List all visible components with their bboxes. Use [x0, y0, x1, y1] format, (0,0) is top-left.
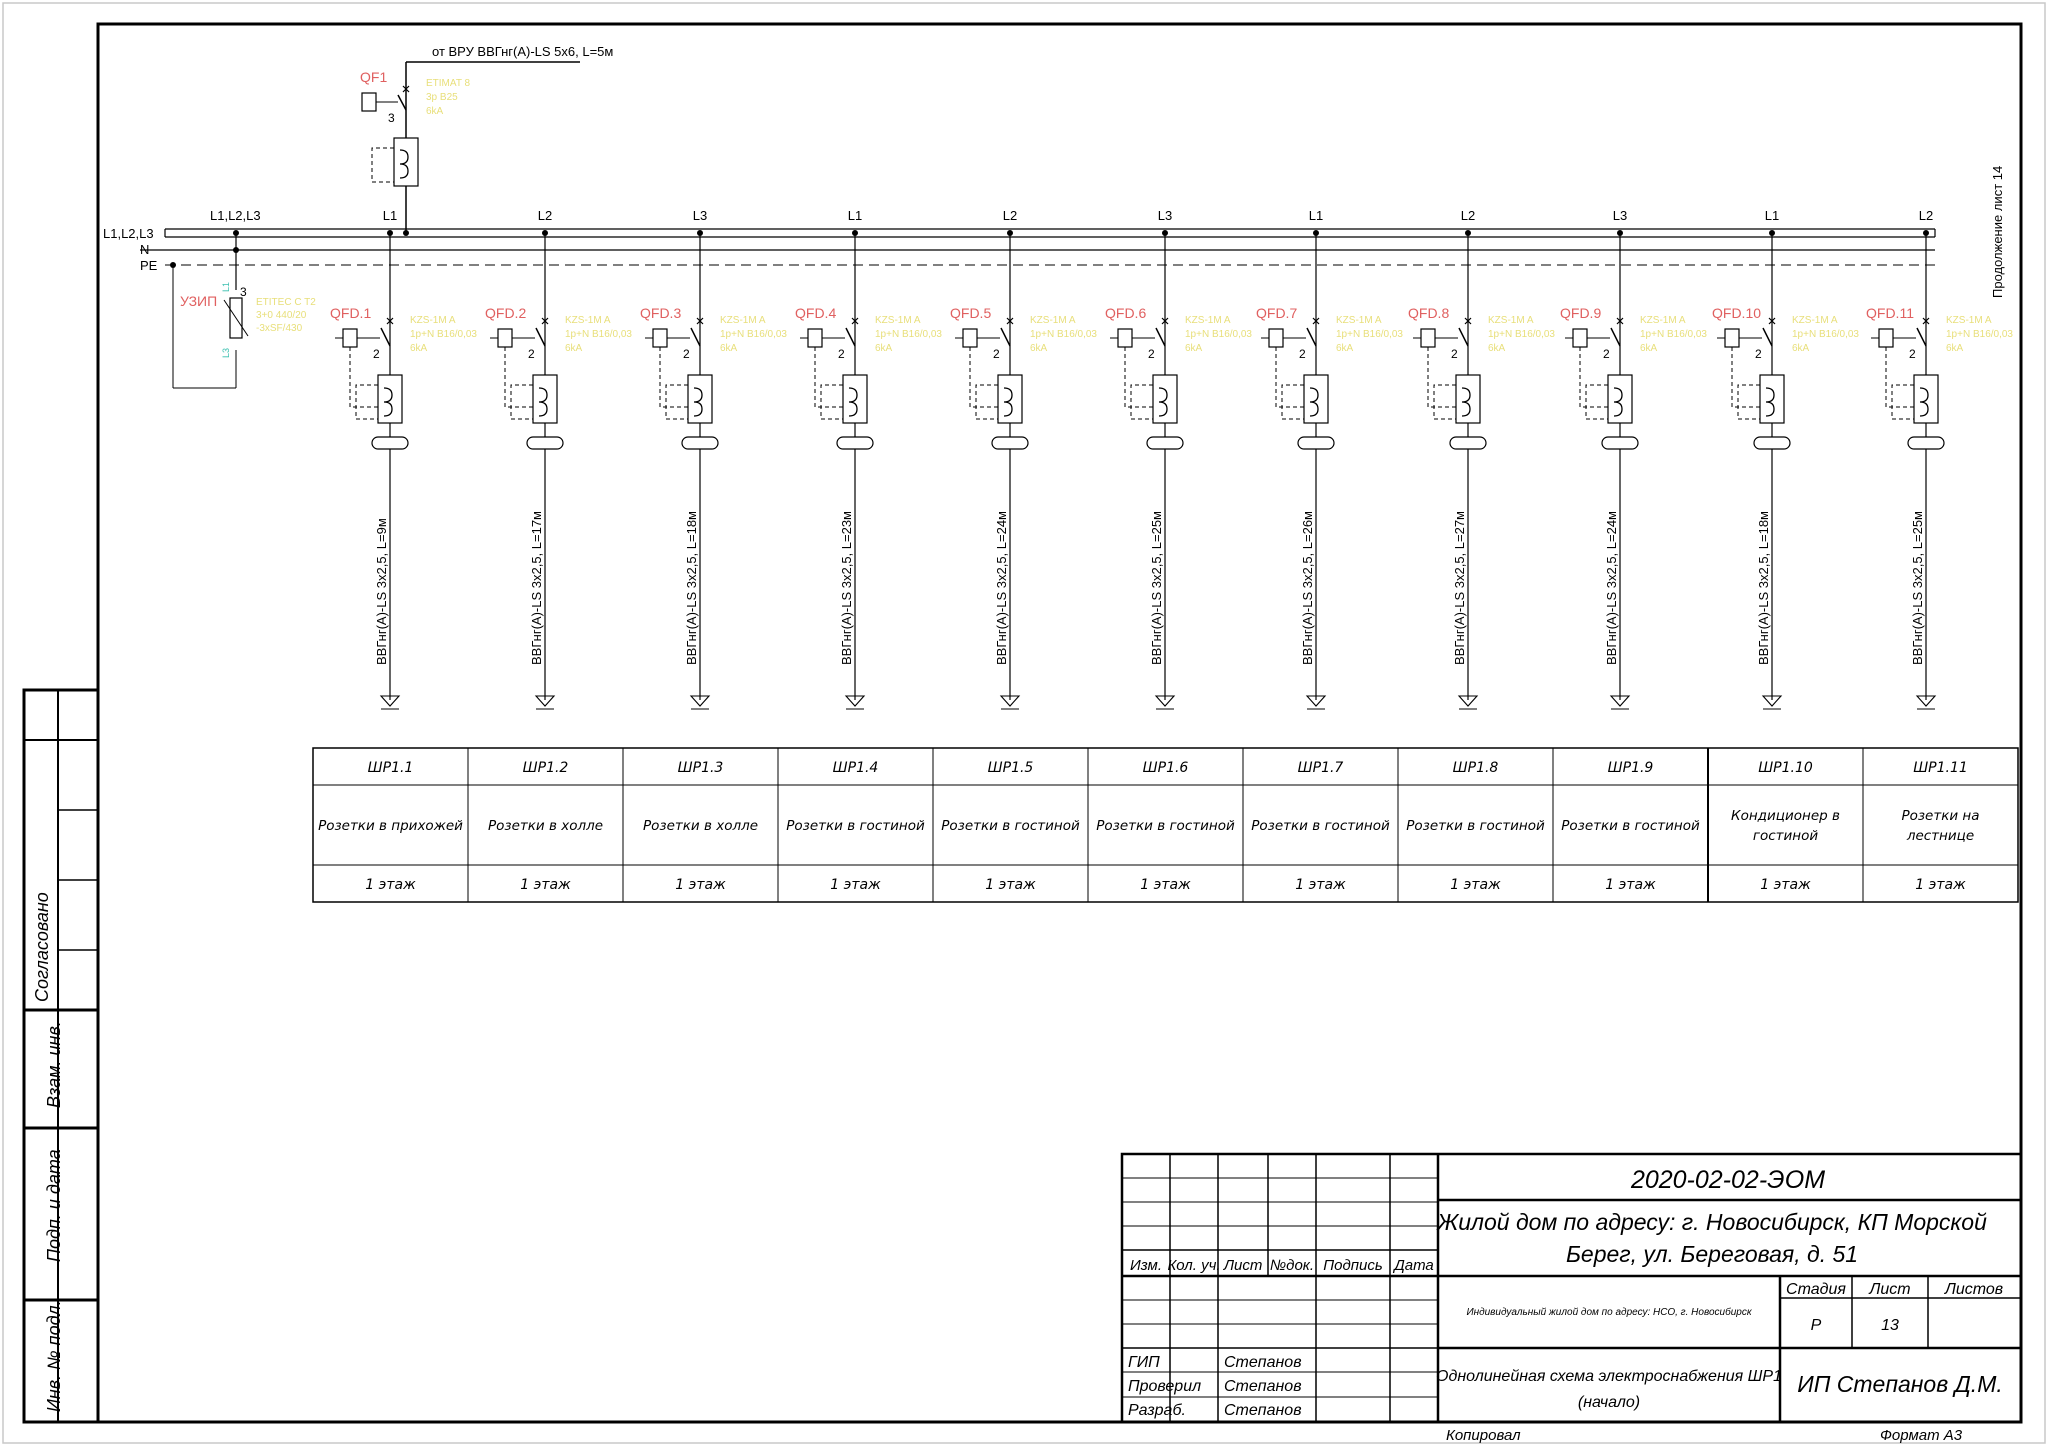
role-2: Проверил	[1128, 1378, 1202, 1395]
rcd-block	[688, 375, 712, 423]
breaker-spec: 6kA	[1336, 343, 1354, 354]
table-consumer: Кондиционер в	[1731, 808, 1840, 824]
breaker-label: QFD.5	[950, 305, 992, 321]
sheet-title-1: Однолинейная схема электроснабжения ШР1	[1436, 1368, 1782, 1385]
surge-poles: 3	[240, 285, 247, 299]
rcd-sensor	[992, 437, 1028, 449]
breaker-poles: 2	[1909, 347, 1916, 361]
table-group: ШР1.10	[1758, 760, 1813, 776]
rcd-block	[1456, 375, 1480, 423]
table-group: ШР1.7	[1297, 760, 1344, 776]
breaker-poles: 2	[1603, 347, 1610, 361]
table-group: ШР1.4	[832, 760, 879, 776]
rcd-block	[1304, 375, 1328, 423]
breaker-spec: KZS-1M A	[875, 315, 921, 326]
table-group: ШР1.11	[1913, 760, 1968, 776]
breaker-spec: 1p+N B16/0,03	[1946, 329, 2013, 340]
table-group: ШР1.6	[1142, 760, 1189, 776]
role-3-name: Степанов	[1224, 1402, 1302, 1419]
table-group: ШР1.1	[367, 760, 414, 776]
table-consumer: Розетки в гостиной	[1096, 818, 1235, 834]
breaker-spec: KZS-1M A	[565, 315, 611, 326]
bus-phase-label: L1,L2,L3	[103, 226, 154, 241]
circuit-phase: L2	[537, 208, 553, 223]
breaker-body	[498, 329, 512, 347]
rcd-block	[378, 375, 402, 423]
breaker-spec: 1p+N B16/0,03	[1185, 329, 1252, 340]
circuit-phase: L1	[1308, 208, 1324, 223]
table-floor: 1 этаж	[830, 877, 881, 893]
rcd-block	[998, 375, 1022, 423]
breaker-body	[653, 329, 667, 347]
table-floor: 1 этаж	[1295, 877, 1346, 893]
breaker-body	[1269, 329, 1283, 347]
sheet-title-2: (начало)	[1577, 1394, 1641, 1411]
cable-label: ВВГнг(А)-LS 3x2,5, L=27м	[1452, 511, 1467, 665]
stamp-inv-replace: Взам. инв.	[44, 1021, 64, 1108]
role-1-name: Степанов	[1224, 1354, 1302, 1371]
rcd-block	[1760, 375, 1784, 423]
cable-label: ВВГнг(А)-LS 3x2,5, L=9м	[374, 518, 389, 665]
breaker-label: QFD.2	[485, 305, 527, 321]
table-consumer: гостиной	[1752, 828, 1819, 844]
breaker-body	[1421, 329, 1435, 347]
table-consumer: Розетки на	[1901, 808, 1980, 824]
qf1-spec-2: 3р В25	[426, 92, 458, 103]
breaker-body	[1725, 329, 1739, 347]
table-group: ШР1.8	[1452, 760, 1499, 776]
table-floor: 1 этаж	[1450, 877, 1501, 893]
cable-label: ВВГнг(А)-LS 3x2,5, L=18м	[1756, 511, 1771, 665]
rcd-sensor	[372, 437, 408, 449]
breaker-body	[1879, 329, 1893, 347]
breaker-poles: 2	[528, 347, 535, 361]
table-group: ШР1.9	[1607, 760, 1654, 776]
table-consumer: Розетки в гостиной	[1251, 818, 1390, 834]
breaker-poles: 2	[683, 347, 690, 361]
circuit-phase: L1	[847, 208, 863, 223]
breaker-spec: KZS-1M A	[1030, 315, 1076, 326]
table-group: ШР1.2	[522, 760, 569, 776]
breaker-spec: 1p+N B16/0,03	[410, 329, 477, 340]
header-kol: Кол. уч.	[1167, 1257, 1221, 1274]
table-floor: 1 этаж	[520, 877, 571, 893]
header-izm: Изм.	[1130, 1257, 1162, 1274]
table-floor: 1 этаж	[1760, 877, 1811, 893]
circuit-phase: L3	[1157, 208, 1173, 223]
breaker-spec: 6kA	[1488, 343, 1506, 354]
cable-label: ВВГнг(А)-LS 3x2,5, L=23м	[839, 511, 854, 665]
breaker-label: QFD.7	[1256, 305, 1298, 321]
stage-label: Стадия	[1786, 1281, 1846, 1298]
description: Индивидуальный жилой дом по адресу: НСО, г. Новосибирск	[1466, 1307, 1752, 1318]
surge-name: УЗИП	[180, 293, 218, 309]
table-consumer: Розетки в холле	[487, 818, 604, 834]
circuit-phase: L3	[692, 208, 708, 223]
cable-label: ВВГнг(А)-LS 3x2,5, L=24м	[994, 511, 1009, 665]
breaker-poles: 2	[373, 347, 380, 361]
cable-label: ВВГнг(А)-LS 3x2,5, L=24м	[1604, 511, 1619, 665]
surge-side-bottom: L3	[221, 347, 231, 358]
surge-spec-1: ETITEC C T2	[256, 297, 316, 308]
breaker-spec: 6kA	[875, 343, 893, 354]
rcd-block	[843, 375, 867, 423]
cable-label: ВВГнг(А)-LS 3x2,5, L=26м	[1300, 511, 1315, 665]
breaker-body	[963, 329, 977, 347]
breaker-spec: 1p+N B16/0,03	[875, 329, 942, 340]
breaker-spec: 1p+N B16/0,03	[720, 329, 787, 340]
breaker-spec: 6kA	[1185, 343, 1203, 354]
surge-spec-2: 3+0 440/20	[256, 310, 307, 321]
doc-code: 2020-02-02-ЭОМ	[1630, 1166, 1826, 1194]
table-consumer: Розетки в гостиной	[786, 818, 925, 834]
breaker-spec: 1p+N B16/0,03	[1030, 329, 1097, 340]
rcd-block	[1608, 375, 1632, 423]
breaker-spec: 6kA	[1030, 343, 1048, 354]
table-consumer: Розетки в гостиной	[1406, 818, 1545, 834]
breaker-spec: 6kA	[1792, 343, 1810, 354]
table-consumer: Розетки в гостиной	[1561, 818, 1700, 834]
breaker-spec: KZS-1M A	[1946, 315, 1992, 326]
sheet-label: Лист	[1869, 1281, 1911, 1298]
rcd-sensor	[1908, 437, 1944, 449]
qf1-label: QF1	[360, 69, 388, 85]
table-consumer: Розетки в прихожей	[318, 818, 463, 834]
breaker-body	[808, 329, 822, 347]
rcd-sensor	[1754, 437, 1790, 449]
breaker-label: QFD.11	[1866, 305, 1914, 321]
qf1-spec-3: 6kA	[426, 106, 444, 117]
rcd-block	[1914, 375, 1938, 423]
rcd-sensor	[1298, 437, 1334, 449]
breaker-spec: 1p+N B16/0,03	[565, 329, 632, 340]
cable-label: ВВГнг(А)-LS 3x2,5, L=25м	[1149, 511, 1164, 665]
breaker-spec: 6kA	[1640, 343, 1658, 354]
qf1-spec-1: ETIMAT 8	[426, 78, 471, 89]
breaker-poles: 2	[1451, 347, 1458, 361]
bus-continuation: Продолжение лист 14	[1990, 165, 2005, 298]
breaker-spec: 6kA	[1946, 343, 1964, 354]
breaker-spec: KZS-1M A	[1336, 315, 1382, 326]
header-doc: №док.	[1269, 1257, 1315, 1274]
cable-label: ВВГнг(А)-LS 3x2,5, L=17м	[529, 511, 544, 665]
circuit-phase: L1	[1764, 208, 1780, 223]
breaker-label: QFD.4	[795, 305, 837, 321]
table-group: ШР1.3	[677, 760, 724, 776]
object-line-2: Берег, ул. Береговая, д. 51	[1565, 1241, 1859, 1267]
header-sign: Подпись	[1323, 1257, 1383, 1274]
breaker-label: QFD.10	[1712, 305, 1762, 321]
header-date: Дата	[1394, 1257, 1434, 1274]
format-label: Формат А3	[1880, 1427, 1963, 1444]
breaker-poles: 2	[838, 347, 845, 361]
bus-pe-label: PE	[140, 258, 158, 273]
rcd-block	[533, 375, 557, 423]
breaker-label: QFD.6	[1105, 305, 1147, 321]
table-floor: 1 этаж	[1915, 877, 1966, 893]
breaker-spec: KZS-1M A	[720, 315, 766, 326]
breaker-poles: 2	[1755, 347, 1762, 361]
rcd-block	[1153, 375, 1177, 423]
stage-value: Р	[1810, 1317, 1822, 1334]
breaker-spec: 6kA	[565, 343, 583, 354]
breaker-label: QFD.8	[1408, 305, 1450, 321]
company: ИП Степанов Д.М.	[1797, 1371, 2003, 1397]
breaker-spec: 1p+N B16/0,03	[1488, 329, 1555, 340]
table-floor: 1 этаж	[1605, 877, 1656, 893]
breaker-label: QFD.9	[1560, 305, 1602, 321]
copied-label: Копировал	[1446, 1427, 1521, 1444]
rcd-sensor	[1450, 437, 1486, 449]
table-floor: 1 этаж	[675, 877, 726, 893]
rcd-sensor	[1602, 437, 1638, 449]
breaker-spec: 1p+N B16/0,03	[1336, 329, 1403, 340]
sheets-label: Листов	[1944, 1281, 2004, 1298]
breaker-spec: 6kA	[410, 343, 428, 354]
table-floor: 1 этаж	[1140, 877, 1191, 893]
circuit-phase: L2	[1918, 208, 1934, 223]
rcd-sensor	[527, 437, 563, 449]
sheet-value: 13	[1881, 1317, 1899, 1334]
table-consumer: Розетки в гостиной	[941, 818, 1080, 834]
rcd-sensor	[837, 437, 873, 449]
breaker-body	[1118, 329, 1132, 347]
bus-neutral-label: N	[140, 242, 150, 257]
breaker-label: QFD.1	[330, 305, 372, 321]
table-consumer: лестнице	[1906, 828, 1975, 844]
breaker-body	[343, 329, 357, 347]
stamp-sign-date: Подп. и дата	[44, 1149, 64, 1262]
feeder-label: от ВРУ ВВГнг(А)-LS 5х6, L=5м	[432, 44, 614, 59]
circuit-phase: L1	[382, 208, 398, 223]
breaker-spec: KZS-1M A	[1640, 315, 1686, 326]
role-2-name: Степанов	[1224, 1378, 1302, 1395]
circuit-phase: L3	[1612, 208, 1628, 223]
breaker-poles: 2	[1148, 347, 1155, 361]
table-floor: 1 этаж	[365, 877, 416, 893]
cable-label: ВВГнг(А)-LS 3x2,5, L=18м	[684, 511, 699, 665]
header-list: Лист	[1223, 1257, 1263, 1274]
object-line-1: Жилой дом по адресу: г. Новосибирск, КП Морской	[1437, 1209, 1987, 1235]
table-consumer: Розетки в холле	[642, 818, 759, 834]
breaker-spec: 1p+N B16/0,03	[1640, 329, 1707, 340]
bus-group-label: L1,L2,L3	[210, 208, 261, 223]
surge-side-top: L1	[221, 281, 231, 292]
table-group: ШР1.5	[987, 760, 1034, 776]
qf1-poles: 3	[388, 111, 395, 125]
breaker-spec: KZS-1M A	[1792, 315, 1838, 326]
cable-label: ВВГнг(А)-LS 3x2,5, L=25м	[1910, 511, 1925, 665]
breaker-poles: 2	[1299, 347, 1306, 361]
circuit-phase: L2	[1002, 208, 1018, 223]
breaker-poles: 2	[993, 347, 1000, 361]
stamp-agreed: Согласовано	[32, 892, 52, 1002]
rcd-sensor	[682, 437, 718, 449]
circuit-phase: L2	[1460, 208, 1476, 223]
breaker-label: QFD.3	[640, 305, 682, 321]
stamp-inv-orig: Инв. № подл.	[44, 1300, 64, 1412]
breaker-spec: 6kA	[720, 343, 738, 354]
breaker-spec: 1p+N B16/0,03	[1792, 329, 1859, 340]
surge-spec-3: -3xSF/430	[256, 323, 303, 334]
breaker-spec: KZS-1M A	[410, 315, 456, 326]
table-floor: 1 этаж	[985, 877, 1036, 893]
breaker-spec: KZS-1M A	[1488, 315, 1534, 326]
breaker-body	[1573, 329, 1587, 347]
role-3: Разраб.	[1128, 1402, 1186, 1419]
breaker-spec: KZS-1M A	[1185, 315, 1231, 326]
rcd-sensor	[1147, 437, 1183, 449]
role-1: ГИП	[1128, 1354, 1160, 1371]
